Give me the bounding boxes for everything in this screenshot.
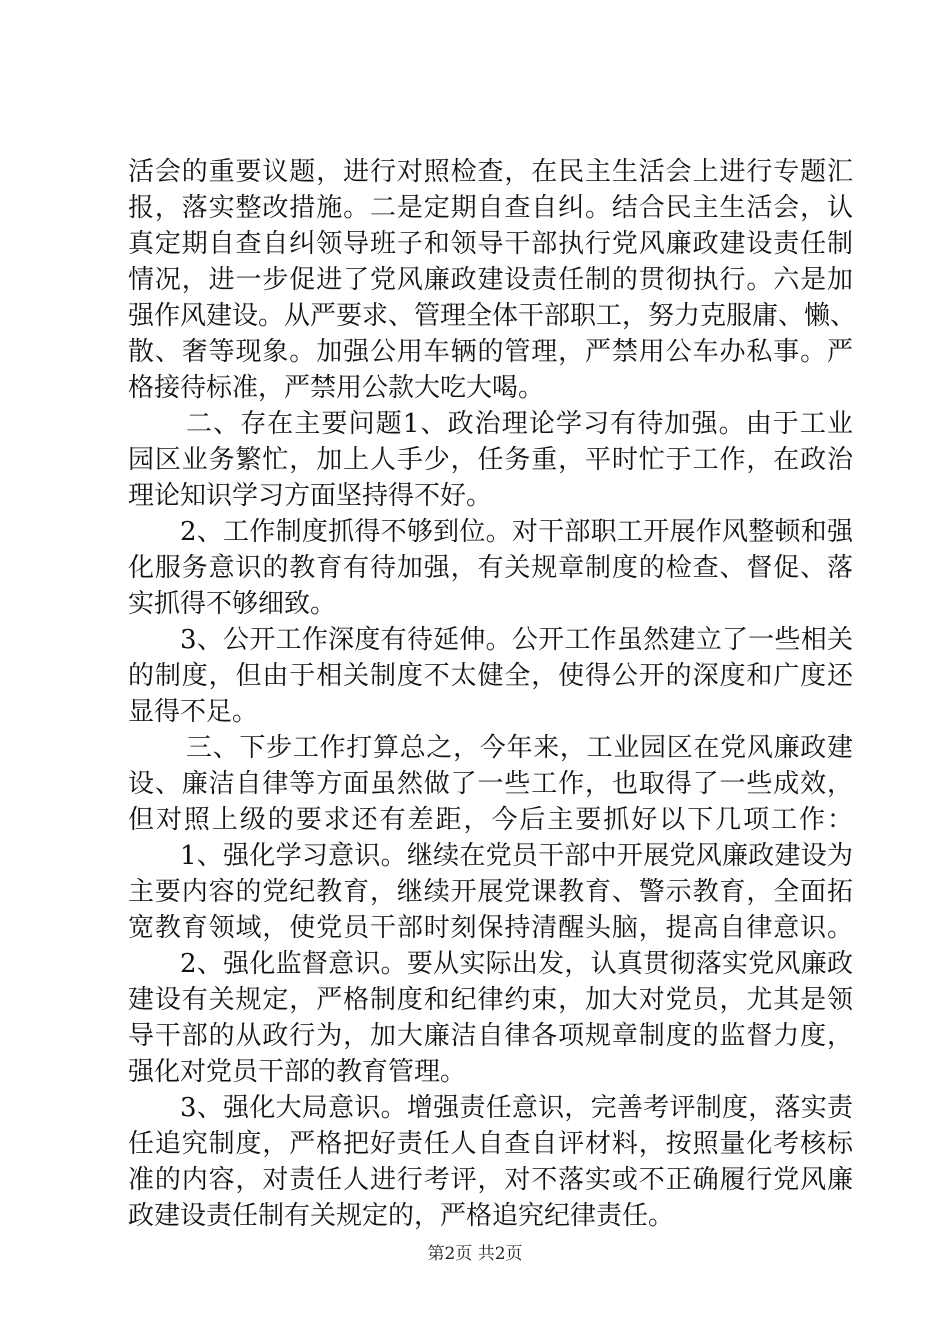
section-heading-line: 二、存在主要问题1、政治理论学习有待加强。由于工业 <box>186 409 853 439</box>
body-line: 准的内容，对责任人进行考评，对不落实或不正确履行党风廉 <box>128 1165 853 1195</box>
body-line: 1、强化学习意识。继续在党员干部中开展党风廉政建设为 <box>180 841 853 871</box>
body-line: 实抓得不够细致。 <box>128 589 337 619</box>
body-line: 宽教育领域，使党员干部时刻保持清醒头脑，提高自律意识。 <box>128 913 853 943</box>
section-heading-line: 三、下步工作打算总之，今年来，工业园区在党风廉政建 <box>186 733 853 763</box>
body-line: 格接待标准，严禁用公款大吃大喝。 <box>128 373 545 403</box>
body-line: 任追究制度，严格把好责任人自查自评材料，按照量化考核标 <box>128 1129 853 1159</box>
body-line: 活会的重要议题，进行对照检查，在民主生活会上进行专题汇 <box>128 157 853 187</box>
body-line: 2、工作制度抓得不够到位。对干部职工开展作风整顿和强 <box>180 517 853 547</box>
body-line: 主要内容的党纪教育，继续开展党课教育、警示教育，全面拓 <box>128 877 853 907</box>
body-line: 3、强化大局意识。增强责任意识，完善考评制度，落实责 <box>180 1093 853 1123</box>
body-line: 强化对党员干部的教育管理。 <box>128 1057 467 1087</box>
body-line: 园区业务繁忙，加上人手少，任务重，平时忙于工作，在政治 <box>128 445 853 475</box>
body-line: 散、奢等现象。加强公用车辆的管理，严禁用公车办私事。严 <box>128 337 853 367</box>
body-line: 化服务意识的教育有待加强，有关规章制度的检查、督促、落 <box>128 553 853 583</box>
page-number-footer: 第2页 共2页 <box>427 1244 523 1264</box>
body-line: 理论知识学习方面坚持得不好。 <box>128 481 493 511</box>
body-line: 3、公开工作深度有待延伸。公开工作虽然建立了一些相关 <box>180 625 853 655</box>
body-line: 强作风建设。从严要求、管理全体干部职工，努力克服庸、懒、 <box>128 301 857 331</box>
body-line: 的制度，但由于相关制度不太健全，使得公开的深度和广度还 <box>128 661 853 691</box>
body-line: 建设有关规定，严格制度和纪律约束，加大对党员，尤其是领 <box>128 985 853 1015</box>
body-line: 但对照上级的要求还有差距，今后主要抓好以下几项工作： <box>128 805 853 835</box>
body-line: 政建设责任制有关规定的，严格追究纪律责任。 <box>128 1201 675 1231</box>
document-body <box>128 154 857 1234</box>
body-line: 导干部的从政行为，加大廉洁自律各项规章制度的监督力度， <box>128 1021 853 1051</box>
body-line: 2、强化监督意识。要从实际出发，认真贯彻落实党风廉政 <box>180 949 853 979</box>
body-line: 真定期自查自纠领导班子和领导干部执行党风廉政建设责任制 <box>128 229 853 259</box>
body-line: 情况，进一步促进了党风廉政建设责任制的贯彻执行。六是加 <box>128 265 853 295</box>
body-line: 设、廉洁自律等方面虽然做了一些工作，也取得了一些成效， <box>128 769 853 799</box>
body-line: 显得不足。 <box>128 697 259 727</box>
body-line: 报，落实整改措施。二是定期自查自纠。结合民主生活会，认 <box>128 193 853 223</box>
